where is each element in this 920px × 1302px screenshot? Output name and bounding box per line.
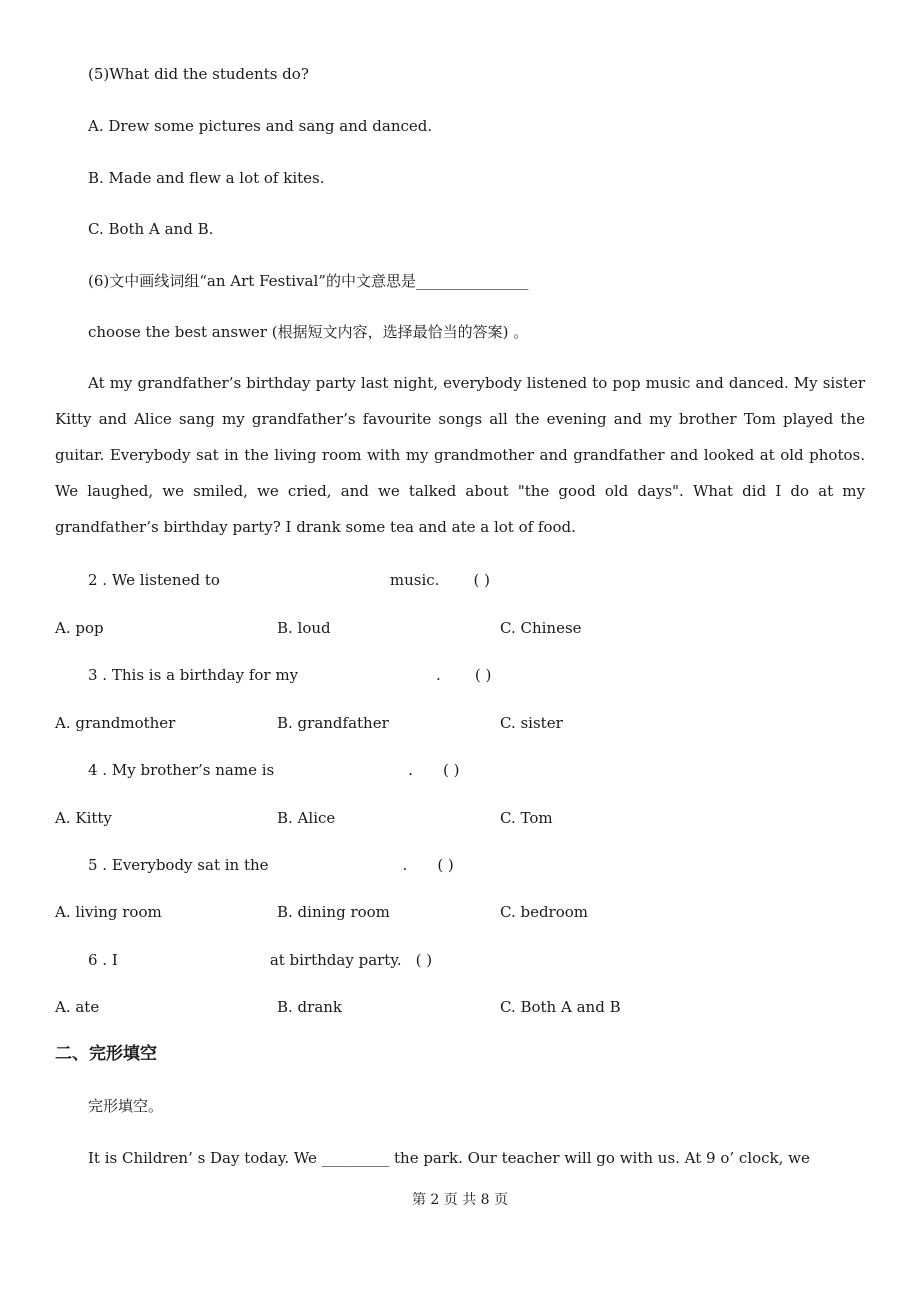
question-6-text: (6)文中画线词组“an Art Festival”的中文意思是 — [88, 272, 416, 290]
page-footer: 第 2 页 共 8 页 — [411, 1192, 509, 1208]
question-text-after: at birthday party. — [269, 951, 402, 969]
answer-paren: ( ) — [415, 951, 433, 969]
q6-option-c: C. Both A and B — [500, 998, 621, 1016]
question-text: My brother’s name is — [111, 761, 275, 779]
q4-option-a: A. Kitty — [55, 809, 112, 827]
q6-option-a: A. ate — [55, 998, 100, 1016]
question-number: 5 . — [88, 856, 108, 874]
reading-instruction: choose the best answer (根据短文内容，选择最恰当的答案) 。 — [88, 323, 529, 341]
answer-paren: ( ) — [443, 761, 460, 779]
cloze-text-before: It is Children’ s Day today. We — [88, 1149, 317, 1167]
question-5-option-b: B. Made and flew a lot of kites. — [88, 169, 325, 187]
question-4 — [88, 760, 459, 780]
q2-option-a: A. pop — [55, 619, 104, 637]
question-text-after: . — [436, 666, 441, 684]
q6-option-b: B. drank — [277, 998, 343, 1016]
answer-paren: ( ) — [474, 666, 492, 684]
reading-passage: At my grandfather’s birthday party last night, everybody listened to pop music and danced. My sister Kitty and Alice sang my grandfather’s favourite songs all the evening and my brother Tom played the guitar. Everybody sat in the living room with my grandmother and grandfather and looked at old photos. We laughed, we smiled, we cried, and we talked about "the good old days". What did I do at my grandfather’s birthday party? I drank some tea and ate a lot of food. — [55, 374, 865, 536]
answer-paren: ( ) — [437, 856, 454, 874]
q3-option-c: C. sister — [500, 714, 563, 732]
question-text: We listened to — [111, 571, 220, 589]
question-6-fill — [88, 950, 432, 970]
question-text: Everybody sat in the — [111, 856, 269, 874]
question-3 — [88, 665, 491, 685]
section-title: 二、完形填空 — [55, 1044, 157, 1064]
question-text-after: . — [402, 856, 408, 874]
question-5-stem: (5)What did the students do? — [88, 65, 309, 83]
question-number: 6 . — [88, 951, 108, 969]
q3-option-a: A. grandmother — [55, 714, 176, 732]
q5-option-a: A. living room — [55, 903, 162, 921]
q3-option-b: B. grandfather — [277, 714, 389, 732]
q5-option-c: C. bedroom — [500, 903, 589, 921]
question-6-blank: _______________ — [415, 272, 529, 290]
q2-option-b: B. loud — [277, 619, 331, 637]
q4-option-b: B. Alice — [277, 809, 336, 827]
cloze-blank: _________ — [321, 1149, 390, 1167]
answer-paren: ( ) — [473, 571, 490, 589]
cloze-first-line — [88, 1148, 810, 1168]
q4-option-c: C. Tom — [500, 809, 553, 827]
question-text-after: . — [408, 761, 413, 779]
question-2 — [88, 570, 490, 590]
question-5-fill — [88, 855, 454, 875]
question-number: 3 . — [88, 666, 108, 684]
question-5-option-c: C. Both A and B. — [88, 220, 214, 238]
q2-option-c: C. Chinese — [500, 619, 582, 637]
question-number: 2 . — [88, 571, 108, 589]
question-number: 4 . — [88, 761, 108, 779]
question-6-stem — [88, 271, 528, 291]
question-text-after: music. — [389, 571, 440, 589]
question-text: I — [111, 951, 118, 969]
question-text: This is a birthday for my — [111, 666, 299, 684]
section-instruction: 完形填空。 — [88, 1097, 164, 1115]
question-5-option-a: A. Drew some pictures and sang and danced. — [88, 117, 433, 135]
q5-option-b: B. dining room — [277, 903, 390, 921]
cloze-text-after: the park. Our teacher will go with us. At 9 o’ clock, we — [394, 1149, 810, 1167]
